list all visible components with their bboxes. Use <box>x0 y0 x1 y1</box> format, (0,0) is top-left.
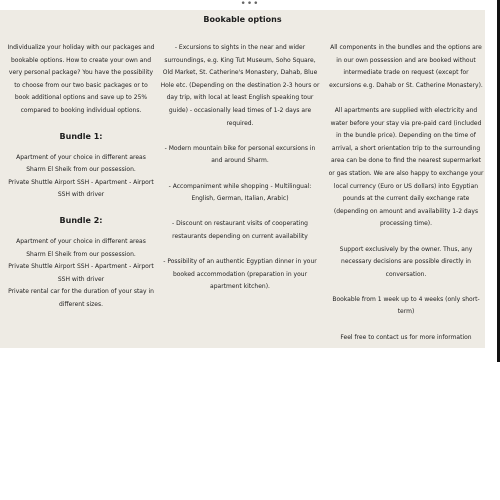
info-ownership: All components in the bundles and the options are in our own possession and are booked without intermediate trade on request (except for excursions e.g. Dahab or St. Catherine Monastery). <box>329 44 483 89</box>
section-title: Bookable options <box>203 15 282 24</box>
info-column <box>328 42 484 357</box>
options-column <box>160 42 320 306</box>
bundle-2-line: Private rental car for the duration of your stay in different sizes. <box>8 288 154 308</box>
bundle-2-line: Private Shuttle Airport SSH - Apartment - Airport SSH with driver <box>8 263 154 283</box>
bundle-1-line: Private Shuttle Airport SSH - Apartment - Airport SSH with driver <box>8 178 154 199</box>
info-support: Support exclusively by the owner. Thus, any necessary decisions are possible directly in conversation. <box>339 245 473 278</box>
info-booking-duration: Bookable from 1 week up to 4 weeks (only short-term) <box>332 295 480 316</box>
info-apartments: All apartments are supplied with electricity and water before your stay via pre-paid card (included in the bundle price). Depending on the time of arrival, a short orientation trip to the surrounding area can be done to find the nearest supermarket or gas station. We are also happy to exchange your local currency (Euro or US dollars) into Egyptian pounds at the current daily exchange rate (depending on amount and availability 1-2 days processing time). <box>328 106 484 228</box>
intro-text: Individualize your holiday with our packages and bookable options. How to create your own and very personal package? You have the possibility to choose from our two basic packages or to book additional options and save up to 25% compared to booking individual options. <box>7 44 155 114</box>
packages-column <box>6 42 156 312</box>
bundle-1-title: Bundle 1: <box>59 131 103 141</box>
option-mountain-bike: - Modern mountain bike for personal excursions in and around Sharm. <box>164 144 316 165</box>
bundle-2-title: Bundle 2: <box>59 215 103 225</box>
option-shopping-accompaniment: - Accompaniment while shopping - Multilingual: English, German, Italian, Arabic) <box>168 182 312 203</box>
option-restaurant-discount: - Discount on restaurant visits of cooperating restaurants depending on current availability <box>172 220 308 240</box>
bundle-2-line: Apartment of your choice in different areas Sharm El Sheik from our possession. <box>16 237 146 258</box>
bookable-options-panel <box>0 10 485 348</box>
option-excursions: - Excursions to sights in the near and wider surroundings, e.g. King Tut Museum, Soho Square, Old Market, St. Catherine's Monastery, Dahab, Blue Hole etc. (Depending on the destination 2-3 hours or day trip, with local at least English speaking tour guide) - occasionally lead times of 1-2 days are required. <box>160 44 320 127</box>
option-egyptian-dinner: - Possibility of an authentic Egyptian dinner in your booked accommodation (preparation in your apartment kitchen). <box>163 258 317 291</box>
info-contact: Feel free to contact us for more information <box>340 333 472 341</box>
drag-handle-dots[interactable]: ••• <box>240 0 260 9</box>
bundle-1-line: Apartment of your choice in different areas Sharm El Sheik from our possession. <box>16 153 146 174</box>
